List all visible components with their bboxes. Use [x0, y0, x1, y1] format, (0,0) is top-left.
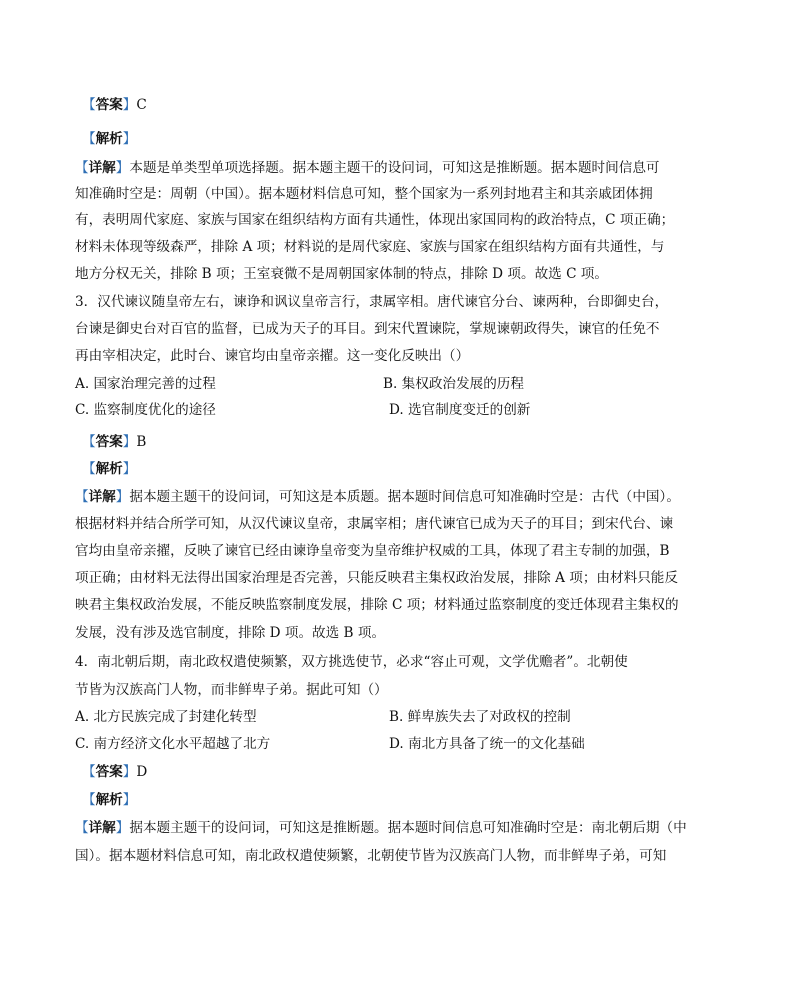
- q3-detail-line-3: 官均由皇帝亲擢，反映了谏官已经由谏诤皇帝变为皇帝维护权威的工具，体现了君主专制的加强，B: [75, 543, 670, 559]
- q4-option-a: A. 北方民族完成了封建化转型: [75, 709, 257, 725]
- q3-option-a: A. 国家治理完善的过程: [75, 376, 216, 392]
- q4-option-b: B. 鲜卑族失去了对政权的控制: [389, 709, 571, 725]
- q3-detail-line-1: 【详解】据本题主题干的设问词，可知这是本质题。据本题时间信息可知准确时空是：古代（中国）。: [75, 489, 680, 505]
- q2-detail-line-2: 知准确时空是：周朝（中国）。据本题材料信息可知，整个国家为一系列封地君主和其亲戚团体拥: [75, 186, 653, 202]
- q3-stem-line-3: 再由宰相决定，此时台、谏官均由皇帝亲擢。这一变化反映出（）: [75, 348, 470, 364]
- q3-answer-value: B: [136, 434, 147, 450]
- q2-detail-line-5: 地方分权无关，排除 B 项；王室衰微不是周朝国家体制的特点，排除 D 项。故选 C 项。: [75, 266, 608, 282]
- q3-answer: 【答案】B: [82, 434, 147, 450]
- q4-answer-value: D: [136, 764, 148, 780]
- q4-stem-line-1: 4．南北朝后期，南北政权遣使频繁，双方挑选使节，必求“容止可观，文学优赡者”。北朝使: [75, 654, 628, 670]
- q3-option-b: B. 集权政治发展的历程: [383, 376, 524, 392]
- q3-detail-line-4: 项正确；由材料无法得出国家治理是否完善，只能反映君主集权政治发展，排除 A 项；由材料只能反: [75, 570, 678, 586]
- q3-analysis-label: 【解析】: [82, 461, 137, 477]
- q4-option-d: D. 南北方具备了统一的文化基础: [389, 736, 585, 752]
- q2-detail-line-3: 有，表明周代家庭、家族与国家在组织结构方面有共通性，体现出家国同构的政治特点，C 项正确；: [75, 212, 675, 228]
- q4-analysis-label: 【解析】: [82, 792, 137, 808]
- q4-detail-line-2: 国）。据本题材料信息可知，南北政权遣使频繁，北朝使节皆为汉族高门人物，而非鲜卑子弟，可知: [75, 848, 667, 864]
- q4-detail-line-1: 【详解】据本题主题干的设问词，可知这是推断题。据本题时间信息可知准确时空是：南北朝后期（中: [75, 820, 687, 836]
- q3-detail-line-2: 根据材料并结合所学可知，从汉代谏议皇帝，隶属宰相；唐代谏官已成为天子的耳目；到宋代台、谏: [75, 516, 674, 532]
- q4-stem-line-2: 节皆为汉族高门人物，而非鲜卑子弟。据此可知（）: [75, 682, 388, 698]
- q3-stem-line-1: 3．汉代谏议随皇帝左右，谏诤和讽议皇帝言行，隶属宰相。唐代谏官分台、谏两种，台即御史台，: [75, 294, 669, 310]
- q2-detail-line-4: 材料未体现等级森严，排除 A 项；材料说的是周代家庭、家族与国家在组织结构方面有共通性，与: [75, 239, 665, 255]
- q3-stem-line-2: 台谏是御史台对百官的监督，已成为天子的耳目。到宋代置谏院，掌规谏朝政得失，谏官的任免不: [75, 321, 660, 337]
- q2-answer: 【答案】C: [82, 97, 147, 113]
- q4-option-c: C. 南方经济文化水平超越了北方: [75, 736, 271, 752]
- q3-option-c: C. 监察制度优化的途径: [75, 402, 216, 418]
- q3-option-d: D. 选官制度变迁的创新: [389, 402, 531, 418]
- q2-detail-line-1: 【详解】本题是单类型单项选择题。据本题主题干的设问词，可知这是推断题。据本题时间信息可: [75, 160, 660, 176]
- q3-detail-line-6: 发展，没有涉及选官制度，排除 D 项。故选 B 项。: [75, 625, 386, 641]
- q4-answer: 【答案】D: [82, 764, 148, 780]
- q3-detail-line-5: 映君主集权政治发展，不能反映监察制度发展，排除 C 项；材料通过监察制度的变迁体现君主集权的: [75, 597, 679, 613]
- q2-answer-value: C: [136, 97, 147, 113]
- q2-analysis-label: 【解析】: [82, 131, 137, 147]
